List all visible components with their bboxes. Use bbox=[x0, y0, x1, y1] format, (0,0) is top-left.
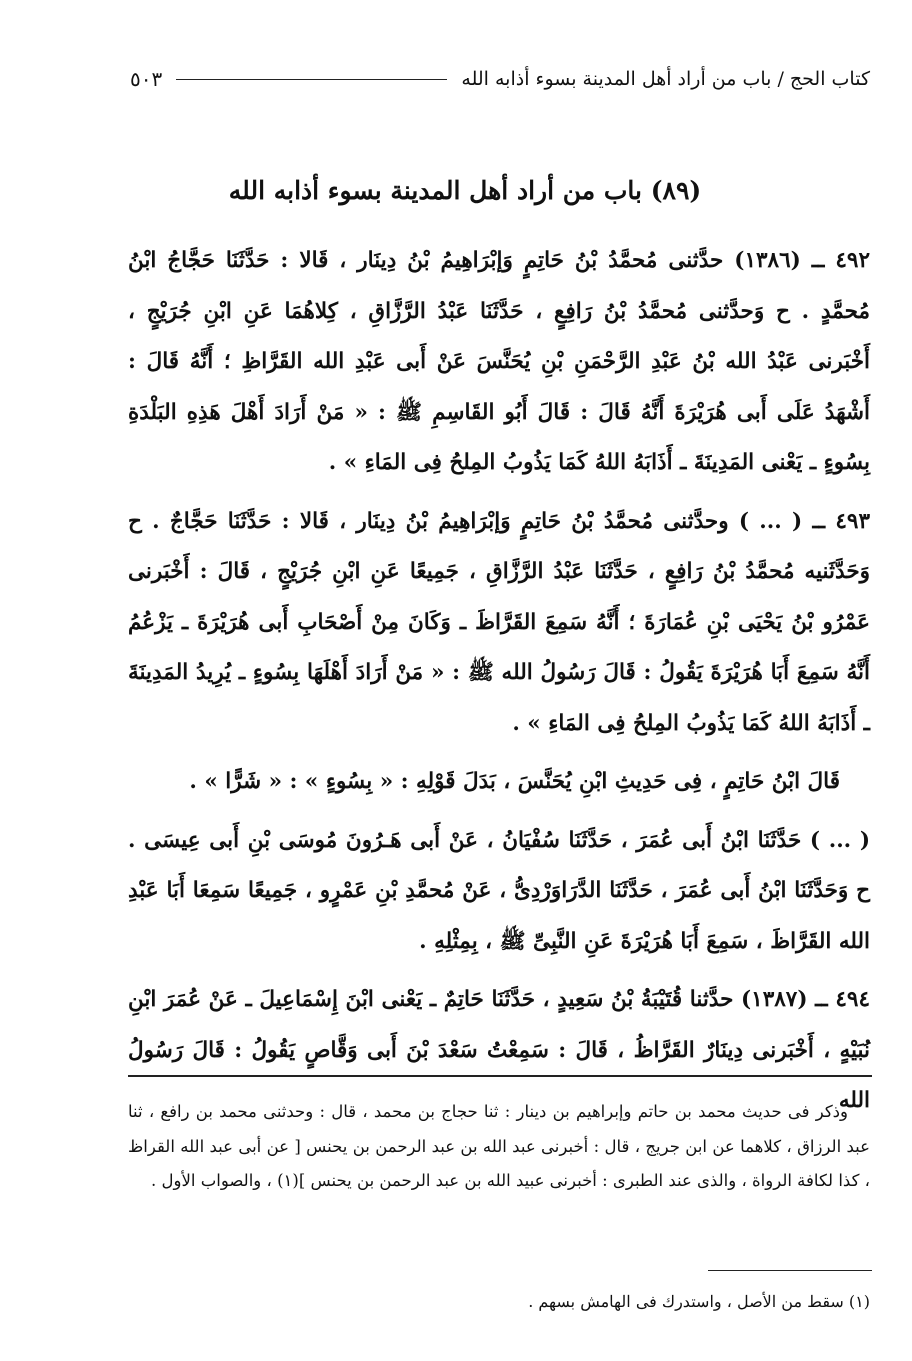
page-header bbox=[130, 62, 870, 96]
running-title: كتاب الحج / باب من أراد أهل المدينة بسوء أذابه الله bbox=[461, 68, 870, 90]
hadith-paragraph: ٤٩٢ ــ (١٣٨٦) حدَّثنى مُحمَّدُ بْنُ حَاتِمٍ وَإبْرَاهِيمُ بْنُ دِينَار ، قَالا : حَدَّثَنَا حَجَّاجُ ابْنُ مُحمَّدٍ . ح وَحدَّثنى مُحمَّدُ بْنُ رَافِعٍ ، حَدَّثَنَا عَبْدُ الرَّزَّاقِ ، كِلاهُمَا عَنِ ابْنِ جُرَيْجٍ ، أَخْبَرنى عَبْدُ الله بْنُ عَبْدِ الرَّحْمَنِ بْنِ يُحَنَّسَ عَنْ أَبى عَبْدِ الله القَرَّاظِ ؛ أَنَّهُ قَالَ : أَشْهَدُ عَلَى أَبى هُرَيْرَةَ أَنَّهُ قَالَ : قَالَ أَبُو القَاسِمِ ﷺ : « مَنْ أَرَادَ أَهْلَ هَذِهِ البَلْدَةِ بِسُوءٍ ـ يَعْنى المَدِينَةَ ـ أَذَابَهُ اللهُ كَمَا يَذُوبُ المِلحُ فِى المَاءِ » . bbox=[128, 248, 870, 475]
commentary-text: وذكر فى حديث محمد بن حاتم وإبراهيم بن دينار : ثنا حجاج بن محمد ، قال : وحدثنى محمد بن رافع ، ثنا عبد الرزاق ، كلاهما عن ابن جريج ، قال : أخبرنى عبد الله بن عبد الرحمن بن يحنس [ عن أبى عبد الله القراظ ، كذا لكافة الرواة ، والذى عند الطبرى : أخبرنى عبيد الله بن عبد الرحمن بن يحنس ](١) ، والصواب الأول . bbox=[128, 1102, 870, 1190]
hadith-paragraph: ٤٩٤ ــ (١٣٨٧) حدَّثنا قُتَيْبَةُ بْنُ سَعِيدٍ ، حَدَّثَنَا حَاتِمٌ ـ يَعْنى ابْنَ إِسْمَاعِيلَ ـ عَنْ عُمَرَ ابْنِ نُبَيْهٍ ، أَخْبَرنى دِينَارٌ القَرَّاظُ ، قَالَ : سَمِعْتُ سَعْدَ بْنَ أَبى وَقَّاصٍ يَقُولُ : قَالَ رَسُولُ الله bbox=[128, 987, 870, 1113]
commentary-section bbox=[128, 1095, 870, 1199]
hadith-paragraph: قَالَ ابْنُ حَاتِمٍ ، فِى حَدِيثِ ابْنِ يُحَنَّسَ ، بَدَلَ قَوْلِهِ : « بِسُوءٍ » : « شَرًّا » . bbox=[189, 769, 840, 794]
hadith-paragraph: ٤٩٣ ــ ( ... ) وحدَّثنى مُحمَّدُ بْنُ حَاتِمٍ وَإبْرَاهِيمُ بْنُ دِينَار ، قَالا : حَدَّثَنَا حَجَّاجٌ . ح وَحَدَّثَنيه مُحمَّدُ بْنُ رَافِعٍ ، حَدَّثَنَا عَبْدُ الرَّزَّاقِ ، جَمِيعًا عَنِ ابْنِ جُرَيْجٍ ، قَالَ : أَخْبَرنى عَمْرُو بْنُ يَحْيَى بْنِ عُمَارَةَ ؛ أَنَّهُ سَمِعَ القَرَّاظَ ـ وَكَانَ مِنْ أَصْحَابِ أَبى هُرَيْرَةَ ـ يَزْعُمُ أَنَّهُ سَمِعَ أَبَا هُرَيْرَةَ يَقُولُ : قَالَ رَسُولُ الله ﷺ : « مَنْ أَرَادَ أَهْلَهَا بِسُوءٍ ـ يُرِيدُ المَدِينَةَ ـ أَذَابَهُ اللهُ كَمَا يَذُوبُ المِلحُ فِى المَاءِ » . bbox=[128, 508, 870, 736]
footnote-divider bbox=[708, 1270, 872, 1271]
header-rule bbox=[176, 79, 447, 80]
commentary-divider bbox=[128, 1075, 872, 1077]
hadith-paragraph: ( ... ) حَدَّثَنَا ابْنُ أَبى عُمَرَ ، حَدَّثَنَا سُفْيَانُ ، عَنْ أَبى هَـرُونَ مُوسَى بْنِ أَبى عِيسَى . ح وَحَدَّثَنَا ابْنُ أَبى عُمَرَ ، حَدَّثَنَا الدَّرَاوَرْدِىُّ ، عَنْ مُحمَّدِ بْنِ عَمْرٍو ، جَمِيعًا سَمِعَا أَبَا عَبْدِ الله القَرَّاظَ ، سَمِعَ أَبَا هُرَيْرَةَ عَنِ النَّبِىِّ ﷺ ، بِمِثْلِهِ . bbox=[128, 827, 870, 954]
chapter-title: (٨٩) باب من أراد أهل المدينة بسوء أذابه الله bbox=[228, 176, 702, 205]
footnote-section bbox=[128, 1288, 870, 1316]
hadith-text bbox=[128, 236, 870, 1127]
footnote-text: (١) سقط من الأصل ، واستدرك فى الهامش بسهم . bbox=[528, 1292, 870, 1311]
page-number: ٥٠٣ bbox=[130, 67, 163, 91]
